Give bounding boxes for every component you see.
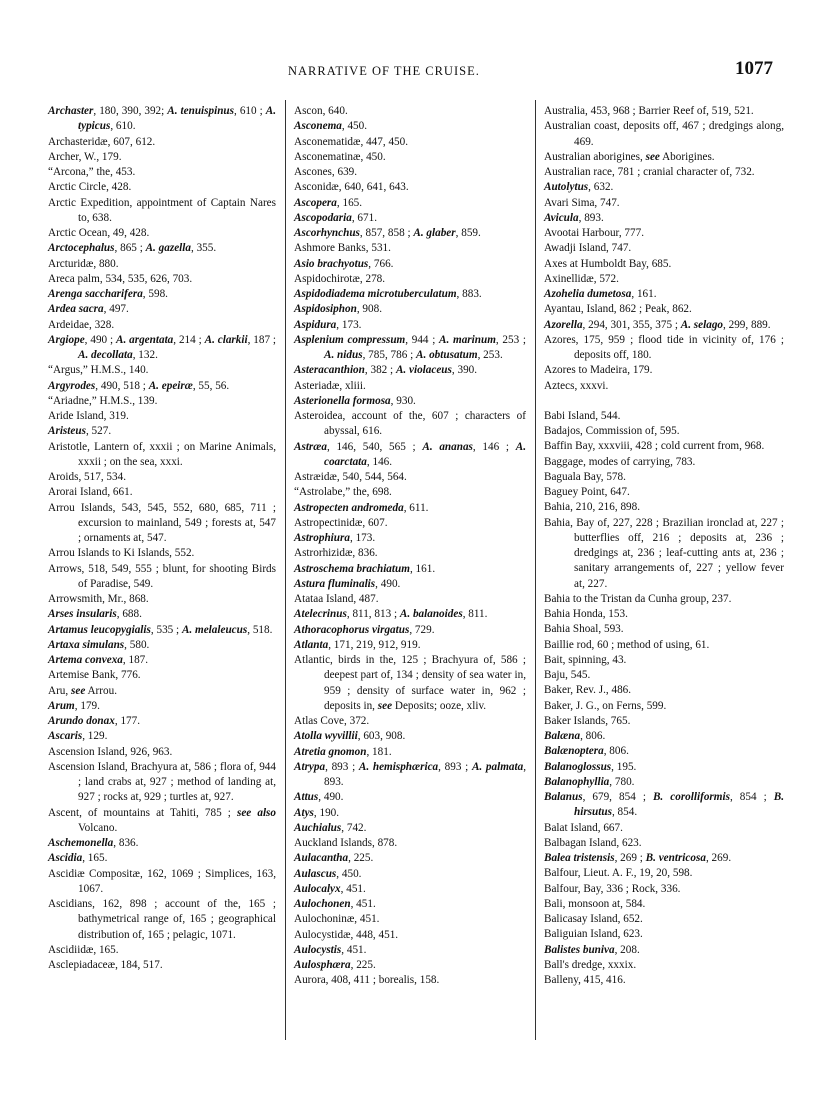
column-divider [285,100,286,1040]
index-entry: Arenga saccharifera, 598. [48,288,168,300]
index-entry: Ascidiidæ, 165. [48,943,119,956]
index-entry: Aulascus, 450. [294,867,362,880]
index-entry: Badajos, Commission of, 595. [544,425,680,437]
index-entry: Azorella, 294, 301, 355, 375 ; A. selago, 299, 889. [544,318,771,331]
index-entry: Arorai Island, 661. [48,486,133,499]
index-entry: Asteroidea, account of the, 607 ; characters of abyssal, 616. [294,410,526,438]
index-entry: Baguala Bay, 578. [544,470,626,483]
index-entry: Asio brachyotus, 766. [294,257,394,270]
index-entry: Arctic Circle, 428. [48,181,132,194]
running-header [0,60,825,88]
index-entry: Arrou Islands, 543, 545, 552, 680, 685, 711 ; excursion to mainland, 549 ; forests at, 547 ; ornaments at, 547. [48,501,276,544]
index-entry: Aristeus, 527. [48,425,112,438]
index-entry: Avootai Harbour, 777. [544,227,645,239]
index-entry: Archer, W., 179. [48,150,122,163]
index-entry: Aristotle, Lantern of, xxxii ; on Marine Animals, xxxii ; on the sea, xxxi. [48,440,276,468]
index-entry: Arses insularis, 688. [48,608,142,621]
index-entry: Ascidiæ Compositæ, 162, 1069 ; Simplices, 163, 1067. [48,867,276,895]
index-entry: “Arcona,” the, 453. [48,166,136,178]
index-entry: Ardea sacra, 497. [48,303,129,316]
index-entry: Asterionella formosa, 930. [294,394,416,407]
index-entry: Atlanta, 171, 219, 912, 919. [294,638,421,651]
index-entry: Asconema, 450. [294,120,368,133]
index-entry: Balanophyllia, 780. [544,775,635,788]
index-entry: Astrophiura, 173. [294,532,376,544]
column-divider [535,100,536,1040]
index-entry: Aroids, 517, 534. [48,471,127,483]
index-entry: Autolytus, 632. [544,181,614,194]
index-entry: Ascopodaria, 671. [294,211,377,224]
index-entry: Atrypa, 893 ; A. hemisphærica, 893 ; A. palmata, 893. [294,760,526,788]
index-column-3 [544,104,784,988]
index-entry: Arum, 179. [48,699,100,712]
index-entry: “Argus,” H.M.S., 140. [48,364,149,377]
index-entry: Artamus leucopygialis, 535 ; A. melaleucus, 518. [48,623,273,636]
index-column-1 [48,104,276,973]
index-entry: Aspidochirotæ, 278. [294,272,386,285]
index-entry: Ascorhynchus, 857, 858 ; A. glaber, 859. [294,227,481,239]
index-entry: Bait, spinning, 43. [544,653,627,666]
index-entry: Atlas Cove, 372. [294,715,370,727]
index-entry: Arrowsmith, Mr., 868. [48,593,149,605]
index-entry: Australia, 453, 968 ; Barrier Reef of, 519, 521. [544,105,754,117]
index-column-2 [294,104,526,989]
index-entry: Ascent, of mountains at Tahiti, 785 ; see also Volcano. [48,806,276,834]
index-entry: Aspidodiadema microtuberculatum, 883. [294,288,482,300]
index-entry: Arctocephalus, 865 ; A. gazella, 355. [48,242,217,255]
index-entry: Baliguian Island, 623. [544,928,643,941]
index-entry: Balea tristensis, 269 ; B. ventricosa, 269. [544,852,732,864]
index-entry: Atataa Island, 487. [294,593,379,605]
index-entry: Balæna, 806. [544,730,606,742]
index-entry: Artaxa simulans, 580. [48,638,150,651]
index-entry: Atelecrinus, 811, 813 ; A. balanoides, 811. [294,608,488,621]
index-entry: Aulacantha, 225. [294,852,374,865]
index-entry: Balfour, Lieut. A. F., 19, 20, 598. [544,867,693,880]
index-entry: Asteracanthion, 382 ; A. violaceus, 390. [294,364,478,377]
index-entry: Awadji Island, 747. [544,242,632,255]
index-entry: Aulocystidæ, 448, 451. [294,928,399,941]
index-entry: Asconematinæ, 450. [294,150,386,163]
index-entry: Baggage, modes of carrying, 783. [544,455,696,468]
index-entry: Aulosphæra, 225. [294,959,376,971]
index-entry: Asplenium compressum, 944 ; A. marinum, 253 ; A. nidus, 785, 786 ; A. obtusatum, 253. [294,333,527,361]
index-entry: Azores, 175, 959 ; flood tide in vicinity of, 176 ; deposits off, 180. [544,333,784,361]
index-entry: Baillie rod, 60 ; method of using, 61. [544,638,710,651]
index-entry: Astura fluminalis, 490. [294,577,401,590]
index-entry: Axinellidæ, 572. [544,272,619,285]
index-entry: Balicasay Island, 652. [544,913,643,925]
index-entry: Bali, monsoon at, 584. [544,897,646,910]
index-entry: Ascaris, 129. [48,730,108,743]
index-entry: Azohelia dumetosa, 161. [544,288,657,300]
index-entry: Ashmore Banks, 531. [294,242,391,255]
index-entry: Archaster, 180, 390, 392; A. tenuispinus, 610 ; A. typicus, 610. [48,105,276,133]
index-entry: Archasteridæ, 607, 612. [48,135,156,148]
index-entry: Astræidæ, 540, 544, 564. [294,471,407,483]
index-entry: Asconidæ, 640, 641, 643. [294,181,409,194]
index-entry: Baker, J. G., on Ferns, 599. [544,699,667,712]
index-entry: Atolla wyvillii, 603, 908. [294,730,406,743]
index-entry: Ascones, 639. [294,166,358,178]
index-entry: Areca palm, 534, 535, 626, 703. [48,272,193,285]
index-entry: Astroschema brachiatum, 161. [294,562,436,575]
index-entry: Arctic Ocean, 49, 428. [48,227,150,239]
index-entry: Azores to Madeira, 179. [544,364,653,377]
index-entry: Aulochoninæ, 451. [294,913,380,926]
index-entry: Asconematidæ, 447, 450. [294,135,409,148]
index-entry: Axes at Humboldt Bay, 685. [544,257,672,270]
index-entry: Baker Islands, 765. [544,714,631,727]
index-entry: Astræa, 146, 540, 565 ; A. ananas, 146 ; A. coarctata, 146. [294,440,527,468]
index-entry: Baker, Rev. J., 486. [544,684,632,697]
index-entry: Ardeidae, 328. [48,318,115,331]
index-entry: Astropecten andromeda, 611. [294,501,429,514]
index-entry: Attus, 490. [294,791,344,804]
index-entry: Australian coast, deposits off, 467 ; dredgings along, 469. [544,120,784,148]
index-entry: Atlantic, birds in the, 125 ; Brachyura of, 586 ; deepest part of, 134 ; density of sea water in, 959 ; density of surface water in, 962 ; deposits in, see Deposits; ooze, xliv. [294,654,526,712]
index-entry: Ascopera, 165. [294,196,363,209]
index-entry: Australian aborigines, see Aborigines. [544,150,715,163]
index-entry: Avicula, 893. [544,211,604,224]
index-entry: Aulochonen, 451. [294,898,376,910]
index-entry: Balanoglossus, 195. [544,760,637,773]
index-entry: Auckland Islands, 878. [294,837,398,849]
index-entry: Argyrodes, 490, 518 ; A. epeiræ, 55, 56. [48,379,230,392]
index-entry: Astropectinidæ, 607. [294,516,388,529]
page-title: NARRATIVE OF THE CRUISE. [288,64,480,78]
index-entry: Balænoptera, 806. [544,745,629,758]
index-entry: Arrows, 518, 549, 555 ; blunt, for shooting Birds of Paradise, 549. [48,562,276,590]
index-entry: Baju, 545. [544,669,591,681]
index-entry: Bahia Shoal, 593. [544,623,624,636]
index-entry: Bahia to the Tristan da Cunha group, 237. [544,592,732,605]
index-entry: Aspidura, 173. [294,318,362,331]
index-entry: Atys, 190. [294,806,340,819]
index-entry: “Astrolabe,” the, 698. [294,486,392,499]
index-entry: Balbagan Island, 623. [544,836,642,849]
index-entry: Artemise Bank, 776. [48,669,141,682]
index-entry: Balanus, 679, 854 ; B. corolliformis, 854 ; B. hirsutus, 854. [544,791,784,819]
index-entry: Arundo donax, 177. [48,715,141,727]
index-entry: Australian race, 781 ; cranial character of, 732. [544,166,755,178]
index-entry: Ascon, 640. [294,105,348,117]
index-entry: Argiope, 490 ; A. argentata, 214 ; A. clarkii, 187 ; A. decollata, 132. [48,333,277,361]
index-entry: Balleny, 415, 416. [544,974,626,986]
index-entry: Athoracophorus virgatus, 729. [294,623,435,636]
index-entry: Atretia gnomon, 181. [294,745,392,758]
index-entry: Asteriadæ, xliii. [294,379,366,392]
index-entry: Aschemonella, 836. [48,837,139,849]
index-entry: Baffin Bay, xxxviii, 428 ; cold current from, 968. [544,440,765,453]
index-entry: Bahia, Bay of, 227, 228 ; Brazilian ironclad at, 227 ; butterflies off, 216 ; deposits at, 236 ; dredgings at, 236 ; leaf-cutting ants at, 236 ; sanitary arrangements of, 227 ; yellow fever at, 227. [544,516,784,590]
index-entry: Ascension Island, 926, 963. [48,745,173,758]
index-entry: Auchialus, 742. [294,821,367,834]
index-entry: Astrorhizidæ, 836. [294,547,378,560]
index-entry: Aulocalyx, 451. [294,882,366,895]
index-entry: Arrou Islands to Ki Islands, 552. [48,547,195,560]
index-entry: Arcturidæ, 880. [48,257,119,270]
index-entry: Aru, see Arrou. [48,684,117,697]
index-entry: Avari Sima, 747. [544,196,620,209]
index-entry: Balistes buniva, 208. [544,943,640,956]
index-entry: Bahia Honda, 153. [544,608,628,620]
index-entry: Asclepiadaceæ, 184, 517. [48,959,163,971]
index-entry: “Ariadne,” H.M.S., 139. [48,394,158,407]
index-entry: Artema convexa, 187. [48,654,149,666]
index-entry: Aspidosiphon, 908. [294,303,382,316]
index-entry: Ayantau, Island, 862 ; Peak, 862. [544,303,692,316]
index-entry: Aztecs, xxxvi. [544,379,609,392]
index-entry: Ascidians, 162, 898 ; account of the, 165 ; bathymetrical range of, 165 ; geographical distribution of, 165 ; pelagic, 1071. [48,898,276,941]
index-entry: Ascidia, 165. [48,852,108,865]
index-entry: Ball's dredge, xxxix. [544,958,637,971]
index-entry: Arctic Expedition, appointment of Captain Nares to, 638. [48,196,276,224]
index-entry: Aurora, 408, 411 ; borealis, 158. [294,974,440,987]
index-entry: Balat Island, 667. [544,821,623,834]
index-entry: Ascension Island, Brachyura at, 586 ; flora of, 944 ; land crabs at, 927 ; method of landing at, 927 ; rocks at, 929 ; turtles at, 927. [48,760,276,804]
page-number: 1077 [735,58,773,79]
index-entry: Bahia, 210, 216, 898. [544,501,641,514]
index-entry: Baguey Point, 647. [544,486,630,498]
index-entry: Balfour, Bay, 336 ; Rock, 336. [544,882,681,895]
index-entry: Aulocystis, 451. [294,943,367,956]
index-entry: Babi Island, 544. [544,409,621,422]
index-entry: Aride Island, 319. [48,410,129,422]
